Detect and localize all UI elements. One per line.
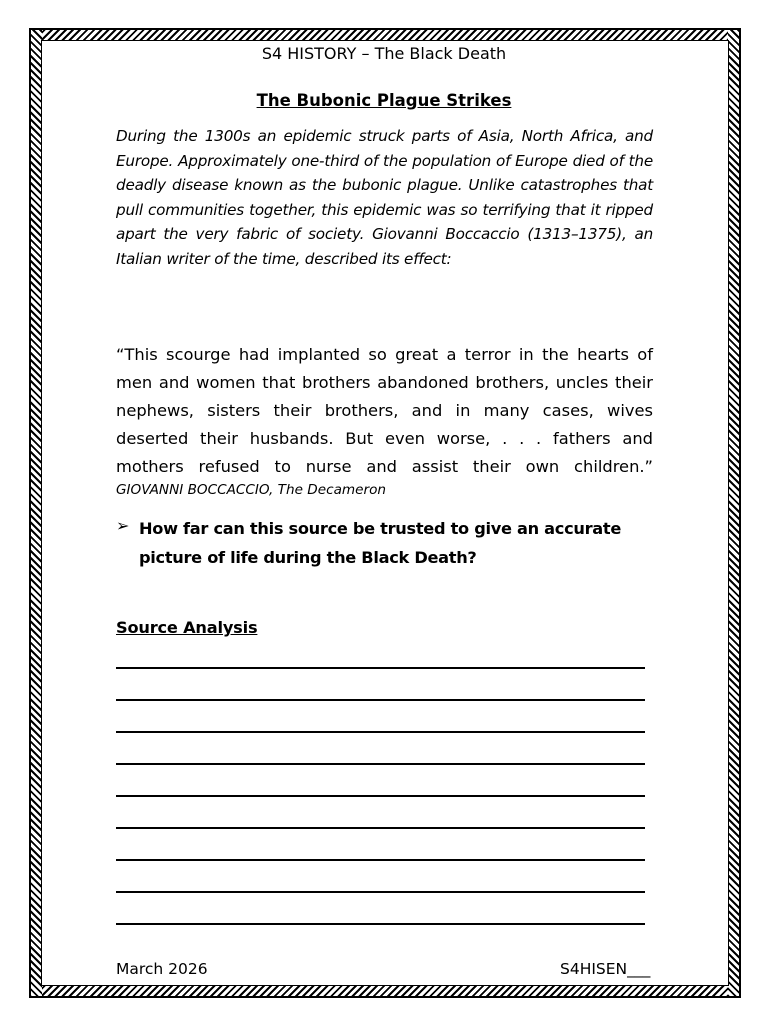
intro-paragraph: During the 1300s an epidemic struck parts of Asia, North Africa, and Europe. Approximately one-third of the population of Europe died of the deadly disease known as the bubonic plague. Unlike catastrophes that pull communities together, this epidemic was so terrifying that it ripped apart the very fabric of society. Giovanni Boccaccio (1313–1375), an Italian writer of the time, described its effect: xyxy=(116,127,653,268)
footer-code: S4HISEN___ xyxy=(560,960,651,978)
answer-line[interactable] xyxy=(116,667,645,669)
answer-line[interactable] xyxy=(116,795,645,797)
answer-line[interactable] xyxy=(116,731,645,733)
source-quote: “This scourge had implanted so great a terror in the hearts of men and women that brothers abandoned brothers, uncles their nephews, sisters their brothers, and in many cases, wives deserted their husbands. But even worse, . . . fathers and xyxy=(116,345,653,448)
answer-line[interactable] xyxy=(116,923,645,925)
source-quote-last-line: mothers refused to nurse and assist their own children.” xyxy=(116,457,653,476)
answer-line[interactable] xyxy=(116,859,645,861)
page-title: The Bubonic Plague Strikes xyxy=(256,91,512,110)
source-analysis-heading: Source Analysis xyxy=(116,618,258,637)
arrow-bullet-icon: ➢ xyxy=(116,516,130,535)
answer-line[interactable] xyxy=(116,699,645,701)
page-header: S4 HISTORY – The Black Death xyxy=(261,44,507,63)
question-text: How far can this source be trusted to give an accurate picture of life during the Black Death? xyxy=(139,519,622,567)
quote-attribution: GIOVANNI BOCCACCIO, The Decameron xyxy=(116,482,387,498)
answer-line[interactable] xyxy=(116,827,645,829)
answer-line[interactable] xyxy=(116,763,645,765)
answer-line[interactable] xyxy=(116,891,645,893)
footer-date: March 2026 xyxy=(116,960,208,978)
